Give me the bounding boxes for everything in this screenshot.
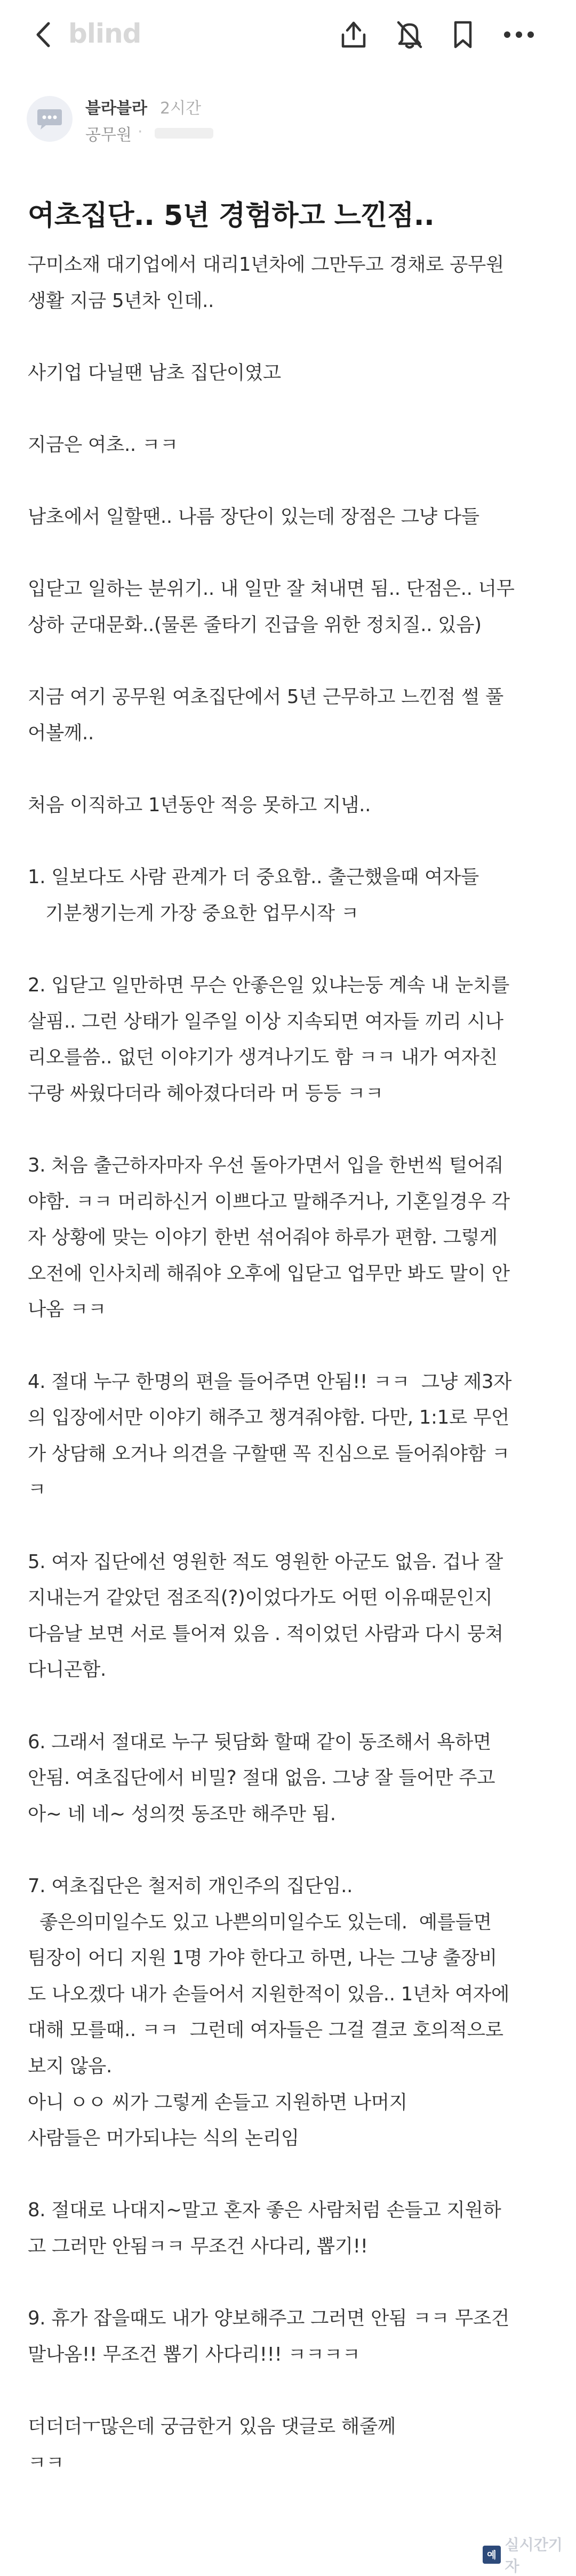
notification-off-button[interactable]: [392, 17, 427, 52]
post-author: [27, 91, 549, 155]
post-body-line: 야함. ㅋㅋ 머리하신거 이쁘다고 말해주거나, 기혼일경우 각: [28, 1190, 510, 1213]
blurred-company-detail: [155, 128, 213, 139]
bookmark-button[interactable]: [445, 17, 481, 52]
post-time: 2시간: [160, 99, 202, 118]
post-body-line: 2. 입닫고 일만하면 무슨 안좋은일 있냐는둥 계속 내 눈치를: [28, 974, 509, 996]
share-button[interactable]: [336, 17, 371, 52]
post-body-line: 처음 이직하고 1년동안 적응 못하고 지냄..: [28, 794, 371, 816]
post-body-line: 자 상황에 맞는 이야기 한번 섞어줘야 하루가 편함. 그렇게: [28, 1226, 498, 1249]
post-body-line: 지금 여기 공무원 여초집단에서 5년 근무하고 느낀점 썰 풀: [28, 686, 504, 708]
share-icon: [340, 20, 367, 50]
bell-off-icon: [395, 19, 424, 50]
post-body-line: 9. 휴가 잡을때도 내가 양보해주고 그러면 안됨 ㅋㅋ 무조건: [28, 2307, 509, 2330]
post-body-line: 지내는거 같았던 점조직(?)이었다가도 어떤 이유때문인지: [28, 1587, 493, 1609]
post-body-line: 아니 ㅇㅇ 씨가 그렇게 손들고 지원하면 나머지: [28, 2091, 407, 2113]
post-body-line: 가 상담해 오거나 의견을 구할땐 꼭 진심으로 들어줘야함 ㅋ: [28, 1442, 510, 1465]
post-body-line: 좋은의미일수도 있고 나쁜의미일수도 있는데. 예를들면: [28, 1911, 492, 1933]
post-body-line: 사기업 다닐땐 남초 집단이였고: [28, 361, 281, 384]
post-body-line: 다음날 보면 서로 틀어져 있음 . 적이었던 사람과 다시 뭉쳐: [28, 1622, 503, 1645]
post-body-line: 리오를씀.. 없던 이야기가 생겨나기도 함 ㅋㅋ 내가 여자친: [28, 1046, 498, 1069]
post-body-line: 생활 지금 5년차 인데..: [28, 289, 214, 312]
back-button[interactable]: [27, 16, 59, 53]
post-body-line: 어볼께..: [28, 722, 94, 744]
top-bar: [0, 0, 576, 69]
post-body-line: 남초에서 일할땐.. 나름 장단이 있는데 장점은 그냥 다들: [28, 506, 479, 528]
post-body-line: 3. 처음 출근하자마자 우선 돌아가면서 입을 한번씩 털어줘: [28, 1154, 504, 1176]
post-body-line: 1. 일보다도 사람 관계가 더 중요함.. 출근했을때 여자들: [28, 866, 479, 889]
post-body-line: 5. 여자 집단에선 영원한 적도 영원한 아군도 없음. 겁나 잘: [28, 1551, 503, 1573]
post-body-line: 입닫고 일하는 분위기.. 내 일만 잘 쳐내면 됨.. 단점은.. 너무: [28, 578, 515, 600]
post-body-line: 구미소재 대기업에서 대리1년차에 그만두고 경채로 공무원: [28, 254, 505, 276]
post-body-line: 말나옴!! 무조건 뽑기 사다리!!! ㅋㅋㅋㅋ: [28, 2343, 361, 2365]
post-body-line: 지금은 여초.. ㅋㅋ: [28, 434, 178, 456]
post-body-line: 더더더ㅜ많은데 궁금한거 있음 댓글로 해줄께: [28, 2416, 396, 2437]
post-body-line: 4. 절대 누구 한명의 편을 들어주면 안됨!! ㅋㅋ 그냥 제3자: [28, 1370, 512, 1393]
more-options-button[interactable]: [501, 17, 537, 52]
post-body-line: 구랑 싸웠다더라 헤아졌다더라 머 등등 ㅋㅋ: [28, 1082, 383, 1104]
avatar[interactable]: [27, 96, 73, 142]
post-body-line: 기분챙기는게 가장 중요한 업무시작 ㅋ: [28, 902, 359, 924]
post-body-line: 의 입장에서만 이야기 해주고 챙겨줘야함. 다만, 1:1로 무언: [28, 1407, 509, 1429]
post-body-line: 상하 군대문화..(물론 줄타기 진급을 위한 정치질.. 있음): [28, 614, 482, 636]
post-title: 여초집단.. 5년 경험하고 느낀점..: [28, 200, 435, 232]
post-body-line: 안됨. 여초집단에서 비밀? 절대 없음. 그냥 잘 들어만 주고: [28, 1767, 495, 1789]
post-body-line: 살핌.. 그런 상태가 일주일 이상 지속되면 여자들 끼리 시나: [28, 1010, 503, 1032]
bookmark-icon: [452, 20, 474, 49]
post-body-line: 도 나오겠다 내가 손들어서 지원한적이 있음.. 1년차 여자에: [28, 1983, 509, 2005]
post-body-line: 오전에 인사치레 해줘야 오후에 입닫고 업무만 봐도 말이 안: [28, 1262, 510, 1285]
more-icon: [503, 30, 535, 39]
author-name[interactable]: 블라블라: [85, 99, 147, 118]
watermark: [483, 2536, 576, 2575]
separator-dot: ·: [138, 123, 143, 141]
post-body-line: 팀장이 어디 지원 1명 가야 한다고 하면, 나는 그냥 출장비: [28, 1947, 497, 1969]
post-body-line: 아~ 네 네~ 성의껏 동조만 해주만 됨.: [28, 1803, 336, 1825]
post-body-line: 사람들은 머가되냐는 식의 논리임: [28, 2127, 299, 2150]
post-body-line: 8. 절대로 나대지~말고 혼자 좋은 사람처럼 손들고 지원하: [28, 2199, 501, 2222]
post-body-line: 대해 모를때.. ㅋㅋ 그런데 여자들은 그걸 결코 호의적으로: [28, 2019, 503, 2041]
watermark-text: 실시간기자: [505, 2536, 563, 2575]
app-logo[interactable]: blind: [68, 18, 141, 49]
author-company[interactable]: 공무원: [85, 126, 132, 144]
chevron-left-icon: [35, 21, 51, 48]
post-body-line: 다니곤함.: [28, 1659, 106, 1681]
post-body-line: 7. 여초집단은 철저히 개인주의 집단임..: [28, 1875, 353, 1897]
watermark-badge: 예: [483, 2546, 501, 2564]
post-body-line: ㅋ: [28, 1479, 46, 1501]
post-body-line: 6. 그래서 절대로 누구 뒷담화 할때 같이 동조해서 욕하면: [28, 1731, 491, 1753]
post-body-line: 고 그러만 안됨ㅋㅋ 무조건 사다리, 뽑기!!: [28, 2235, 368, 2257]
chat-bubble-icon: [36, 107, 63, 131]
post-body-line: 보지 않음.: [28, 2055, 112, 2077]
post-body-line: 나옴 ㅋㅋ: [28, 1298, 106, 1321]
post-body-line: ㅋㅋ: [28, 2451, 64, 2474]
